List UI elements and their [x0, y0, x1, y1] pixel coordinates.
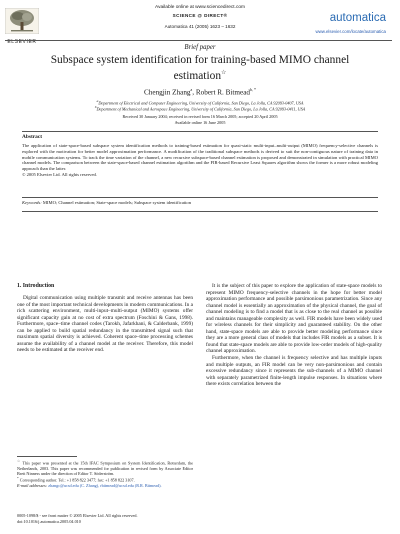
elsevier-logo: [5, 8, 39, 45]
intro-right-column: [206, 283, 382, 388]
intro-right-paragraph-2: Furthermore, when the channel is frequency selective and has multiple inputs and multiple outputs, an FIR model can be very non-parsimonious and contain excessive redundancy since it represents the sub-channels of a MIMO channel with separately parametrized finite-length impulse responses. In situations where there exists correlation between the: [206, 355, 382, 388]
author-1-affil-mark: a: [190, 87, 193, 92]
footnote-emails: E-mail addresses: zhangc@ucsd.edu (C. Zhang), rbitmead@ucsd.edu (R.R. Bitmead).: [17, 482, 162, 488]
footnote-corresponding: * Corresponding author. Tel.: +1 858 822 3477; fax: +1 858 822 3107.: [17, 476, 135, 483]
bottom-doi[interactable]: doi:10.1016/j.automatica.2005.04.010: [17, 519, 81, 524]
author-2[interactable]: , Robert R. Bitmead: [192, 88, 250, 97]
article-type: Brief paper: [184, 44, 216, 51]
affiliation-a: $^a$Department of Electrical and Computer Engineering, University of California, San Diego, La Jolla, CA 92093-0407, USA: [96, 99, 304, 106]
abstract-text: [22, 143, 378, 178]
journal-citation: Automatica 41 (2005) 1623 – 1632: [164, 24, 236, 29]
author-1[interactable]: Chengjin Zhang: [144, 88, 191, 97]
author-2-affil-mark: b, *: [250, 87, 256, 92]
section-heading-introduction: 1. Introduction: [17, 283, 55, 289]
available-online-date: Available online 16 June 2005: [174, 120, 226, 125]
abstract-paragraph: The application of state-space-based subspace system identification methods to training-based estimation for quasi-static multi-input–multi-output (MIMO) frequency-selective channels is explored with the motivation for better model approximation performance. A modification of the traditional subspace methods is derived to suit the non-contiguous nature of training data in mobile communication systems. To track the time variation of the channel, a new recursive subspace-based channel estimation is proposed and demonstrated in simulation with practical MIMO channel models. The comparison between the state-space-based channel estimation algorithm and the FIR-based Recursive Least Squares algorithm shows the former is a more robust modeling approach than the latter.: [22, 143, 378, 172]
title-line-1: Subspace system identification for training-based MIMO channel: [50, 54, 350, 66]
abstract-copyright: © 2005 Elsevier Ltd. All rights reserved.: [22, 171, 97, 177]
abstract-heading: Abstract: [22, 134, 43, 140]
title-footnote-star[interactable]: ☆: [221, 70, 227, 76]
footnote-star: ☆ This paper was presented at the 15th IFAC Symposium on System Identification, Rotterdam, the Netherlands, 2003. This paper was recommended for publication in revised form by Associate Editor Brett Ninness under the direction of Editor T. Söderström.: [17, 459, 193, 476]
bottom-issn: 0005-1098/$ - see front matter © 2005 Elsevier Ltd. All rights reserved.: [17, 513, 138, 518]
keywords-text: MIMO; Channel estimation; State-space models; Subspace system identification: [42, 200, 192, 205]
email-links[interactable]: zhangc@ucsd.edu (C. Zhang), rbitmead@ucsd.edu (R.R. Bitmead).: [48, 482, 162, 488]
keywords-label: Keywords:: [22, 200, 42, 205]
sciencedirect-logo: SCIENCE @ DIRECT®: [172, 13, 228, 18]
authors: [0, 87, 400, 96]
intro-right-paragraph-1: It is the subject of this paper to explore the application of state-space models to represent MIMO frequency-selective channels in the hope for better model approximation performance and possible parsimonious parametrization. Since any channel model is essentially an approximation of the physical channel, the goal of channel modeling is to find a model that is as close to the real channel as possible and maintains manageable complexity as well. FIR models have been widely used for wireless channels for their simplicity and guaranteed stability. On the other hand, state-space models are able to provide better modeling performance since they are a more general class of models that includes FIR models as a subset. It is found that state-space models are able to provide low-order models of high-quality channel approximation.: [206, 283, 382, 355]
elsevier-wordmark: ELSEVIER: [7, 39, 37, 45]
title-line-2: estimation: [173, 69, 222, 82]
affiliation-b: $^b$Department of Mechanical and Aerospace Engineering, University of California, San Diego, La Jolla, CA 92093-0411, USA: [94, 105, 306, 112]
available-online-text: Available online at www.sciencedirect.com: [154, 5, 246, 10]
article-title: [0, 54, 400, 83]
journal-name: automatica: [329, 12, 386, 24]
received-dates: Received 30 January 2004; received in revised form 16 March 2005; accepted 20 April 2005: [122, 114, 278, 119]
keywords: [22, 200, 378, 206]
footnotes: [17, 459, 193, 488]
intro-left-paragraph: Digital communication using multiple transmit and receive antennas has been one of the most important technical developments in modern communications. In a rich scattering environment, multi-input–multi-output (MIMO) systems offer significant capacity gain at no cost of extra spectrum (Foschini & Gans, 1998). Furthermore, space–time channel codes (Tarokh, Jafarkhani, & Calderbank, 1999) can be applied to build spatial redundancy in the transmitted signal such that maximum spatial diversity is achieved. Coherent space–time processing schemes assume the availability of a channel model at the receiver. Therefore, this model needs to be estimated at the receiver end.: [17, 295, 193, 354]
elsevier-tree-icon: [5, 8, 39, 34]
journal-url-link[interactable]: www.elsevier.com/locate/automatica: [315, 29, 386, 34]
